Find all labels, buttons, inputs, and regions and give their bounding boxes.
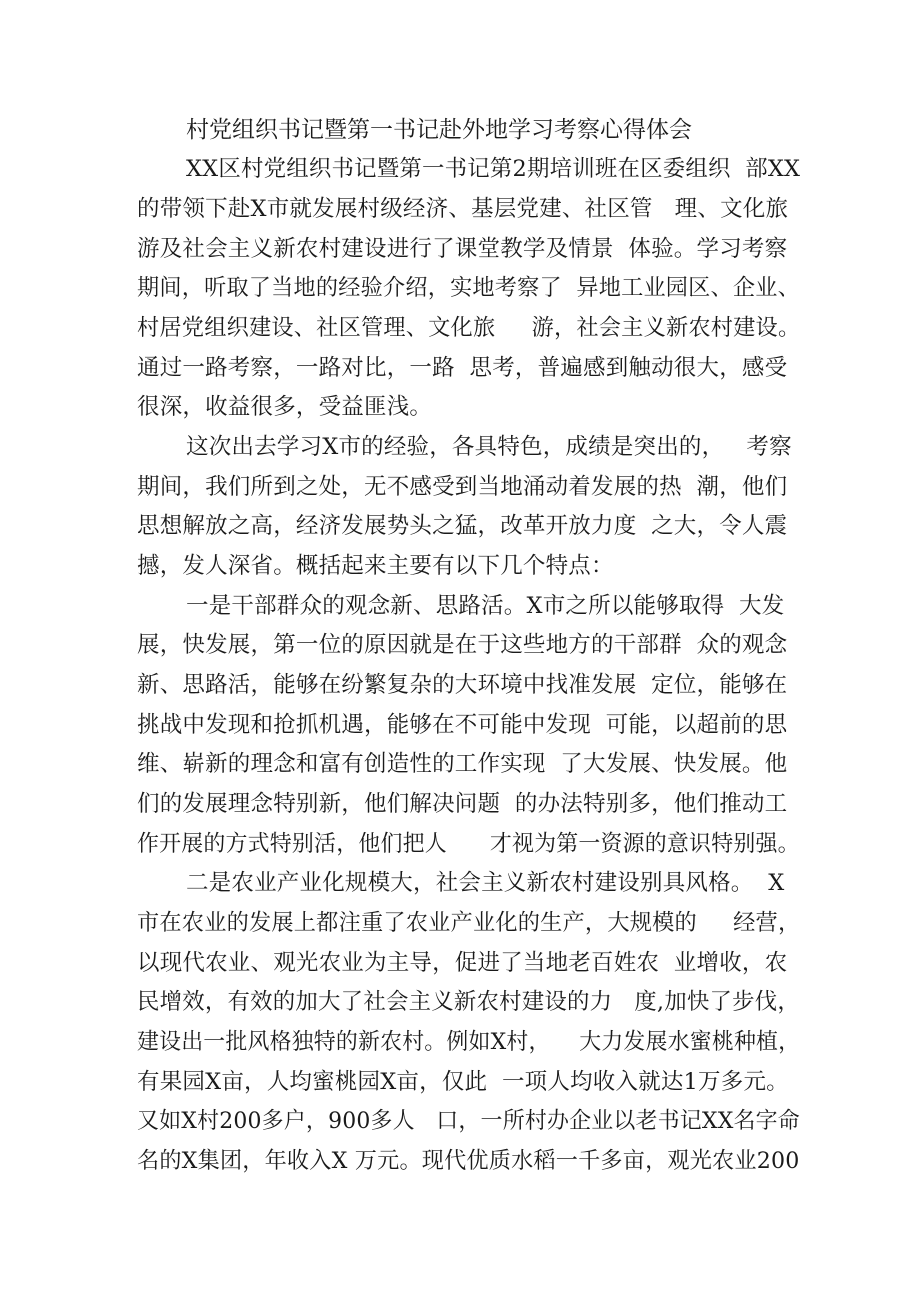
- text-line: 新、思路活，能够在纷繁复杂的大环境中找准发展 定位，能够在: [137, 672, 788, 698]
- text-line: 二是农业产业化规模大，社会主义新农村建设别具风格。 X: [186, 870, 785, 896]
- text-line: 有果园X亩，人均蜜桃园X亩，仅此 一项人均收入就达1万多元。: [137, 1069, 789, 1095]
- text-line: 维、崭新的理念和富有创造性的工作实现 了大发展、快发展。他: [137, 751, 788, 777]
- text-line: 民增效，有效的加大了社会主义新农村建设的力 度,加快了步伐，: [137, 989, 801, 1015]
- text-line: 一是干部群众的观念新、思路活。X市之所以能够取得 大发: [186, 593, 785, 619]
- text-line: 又如X村200多户，900多人 口，一所村办企业以老书记XX名字命: [137, 1108, 800, 1134]
- document-title: 村党组织书记暨第一书记赴外地学习考察心得体会: [186, 117, 692, 143]
- text-line: XX区村党组织书记暨第一书记第2期培训班在区委组织 部XX: [186, 156, 801, 182]
- text-line: 展，快发展，第一位的原因就是在于这些地方的干部群 众的观念: [137, 632, 788, 658]
- text-line: 期间，我们所到之处，无不感受到当地涌动着发展的热 潮，他们: [137, 474, 788, 500]
- text-line: 建设出一批风格独特的新农村。例如X村， 大力发展水蜜桃种植，: [137, 1029, 801, 1055]
- text-line: 以现代农业、观光农业为主导，促进了当地老百姓农 业增收，农: [137, 950, 788, 976]
- text-line: 通过一路考察，一路对比，一路 思考，普遍感到触动很大，感受: [137, 355, 788, 381]
- text-line: 挑战中发现和抢抓机遇，能够在不可能中发现 可能，以超前的思: [137, 712, 788, 738]
- text-line: 这次出去学习X市的经验，各具特色，成绩是突出的， 考察: [186, 434, 792, 460]
- text-line: 们的发展理念特别新，他们解决问题 的办法特别多，他们推动工: [137, 791, 788, 817]
- text-line: 名的X集团，年收入X 万元。现代优质水稻一千多亩，观光农业200: [137, 1148, 800, 1174]
- text-line: 思想解放之高，经济发展势头之猛，改革开放力度 之大，令人震: [137, 513, 788, 539]
- text-line: 游及社会主义新农村建设进行了课堂教学及情景 体验。学习考察: [137, 236, 788, 262]
- text-line: 期间，听取了当地的经验介绍，实地考察了 异地工业园区、企业、: [137, 275, 800, 301]
- text-line: 市在农业的发展上都注重了农业产业化的生产，大规模的 经营，: [137, 910, 801, 936]
- text-line: 的带领下赴X市就发展村级经济、基层党建、社区管 理、文化旅: [137, 196, 789, 222]
- text-line: 村居党组织建设、社区管理、文化旅 游，社会主义新农村建设。: [137, 315, 801, 341]
- text-line: 撼，发人深省。概括起来主要有以下几个特点：: [137, 553, 614, 579]
- text-line: 很深，收益很多，受益匪浅。: [137, 394, 433, 420]
- text-line: 作开展的方式特别活，他们把人 才视为第一资源的意识特别强。: [137, 831, 800, 857]
